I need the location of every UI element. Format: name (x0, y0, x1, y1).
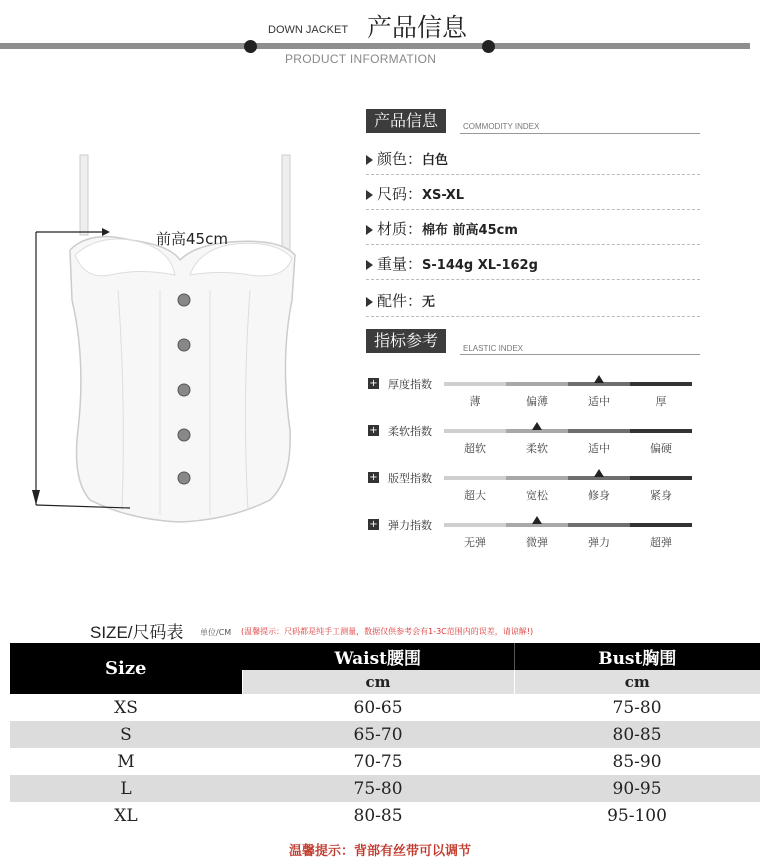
table-row (10, 748, 760, 775)
index-label: 修身 (588, 489, 610, 502)
size-cell: L (10, 775, 242, 802)
bullet-triangle-icon (366, 155, 373, 165)
index-bar (444, 382, 692, 386)
bar-segment (444, 429, 506, 433)
size-table-title: SIZE/尺码表 (90, 623, 184, 642)
bust-cell: 75-80 (514, 694, 760, 721)
index-title-en: ELASTIC INDEX (463, 344, 524, 353)
bullet-triangle-icon (366, 190, 373, 200)
index-bar (444, 476, 692, 480)
product-image (30, 150, 330, 530)
info-divider (366, 316, 700, 317)
bust-cell: 90-95 (514, 775, 760, 802)
index-label: 超弹 (650, 536, 672, 549)
bar-segment (568, 523, 630, 527)
product-info-title: 产品信息 (366, 109, 446, 133)
index-label: 薄 (469, 395, 481, 408)
info-divider (366, 209, 700, 210)
index-marker-icon (532, 516, 542, 524)
waist-cell: 70-75 (242, 748, 514, 775)
header-dot-left (244, 40, 257, 53)
header-dot-right (482, 40, 495, 53)
index-label: 超大 (464, 489, 486, 502)
waist-column-header: Waist腰围 (242, 643, 514, 670)
size-table (10, 643, 760, 829)
index-softness (368, 425, 698, 465)
index-name: 弹力指数 (388, 519, 432, 532)
index-label: 无弹 (464, 536, 486, 549)
index-label: 超软 (464, 442, 486, 455)
info-row-accessory: 配件：无 (366, 290, 435, 311)
bust-cell: 85-90 (514, 748, 760, 775)
index-label: 柔软 (526, 442, 548, 455)
bust-column-header: Bust胸围 (514, 643, 760, 670)
bar-segment (630, 429, 692, 433)
index-thickness (368, 378, 698, 418)
waist-cell: 60-65 (242, 694, 514, 721)
index-name: 厚度指数 (388, 378, 432, 391)
waist-cell: 80-85 (242, 802, 514, 829)
size-cell: M (10, 748, 242, 775)
product-info-title-en: COMMODITY INDEX (463, 122, 540, 131)
table-row (10, 802, 760, 829)
bust-cell: 80-85 (514, 721, 760, 748)
index-label: 弹力 (588, 536, 610, 549)
index-bar (444, 429, 692, 433)
bust-cell: 95-100 (514, 802, 760, 829)
index-bar (444, 523, 692, 527)
index-label: 微弹 (526, 536, 548, 549)
index-marker-icon (594, 375, 604, 383)
product-info-rule (460, 133, 700, 134)
plus-icon: + (369, 425, 378, 436)
bar-segment (630, 382, 692, 386)
size-cell: XL (10, 802, 242, 829)
bust-unit: cm (514, 670, 760, 694)
bar-segment (630, 476, 692, 480)
index-label: 适中 (588, 395, 610, 408)
front-height-label: 前高45cm (156, 230, 228, 248)
index-marker-icon (594, 469, 604, 477)
index-label: 偏薄 (526, 395, 548, 408)
info-divider (366, 244, 700, 245)
bullet-triangle-icon (366, 297, 373, 307)
size-cell: S (10, 721, 242, 748)
waist-cell: 75-80 (242, 775, 514, 802)
info-row-size: 尺码：XS-XL (366, 183, 464, 204)
info-row-weight: 重量：S-144g XL-162g (366, 253, 538, 274)
table-row (10, 775, 760, 802)
bar-segment (630, 523, 692, 527)
info-divider (366, 174, 700, 175)
table-row (10, 721, 760, 748)
index-name: 柔软指数 (388, 425, 432, 438)
index-title: 指标参考 (366, 329, 446, 353)
plus-icon: + (369, 378, 378, 389)
index-fit (368, 472, 698, 512)
footer-tip: 温馨提示：背部有丝带可以调节 (288, 844, 471, 859)
index-elasticity (368, 519, 698, 559)
waist-unit: cm (242, 670, 514, 694)
size-table-unit: 单位/CM (200, 628, 232, 637)
bullet-triangle-icon (366, 225, 373, 235)
plus-icon: + (369, 472, 378, 483)
index-label: 宽松 (526, 489, 548, 502)
header-subtitle: PRODUCT INFORMATION (285, 52, 437, 66)
bar-segment (506, 382, 568, 386)
size-column-header: Size (10, 643, 242, 694)
index-label: 适中 (588, 442, 610, 455)
size-table-note: (温馨提示：尺码都是纯手工测量，数据仅供参考会有1-3C范围内的误差，请谅解!) (241, 627, 534, 636)
bar-segment (444, 523, 506, 527)
bar-segment (568, 429, 630, 433)
info-divider (366, 279, 700, 280)
header-en-label: DOWN JACKET (268, 24, 349, 36)
bar-segment (506, 476, 568, 480)
index-label: 紧身 (650, 489, 672, 502)
index-marker-icon (532, 422, 542, 430)
table-row (10, 694, 760, 721)
header-title: 产品信息 (367, 13, 468, 42)
bullet-triangle-icon (366, 260, 373, 270)
info-row-material: 材质：棉布 前高45cm (366, 218, 518, 239)
plus-icon: + (369, 519, 378, 530)
index-label: 厚 (655, 395, 667, 408)
bar-segment (444, 382, 506, 386)
index-rule (460, 354, 700, 355)
waist-cell: 65-70 (242, 721, 514, 748)
info-row-color: 颜色：白色 (366, 148, 448, 169)
size-cell: XS (10, 694, 242, 721)
index-name: 版型指数 (388, 472, 432, 485)
bar-segment (444, 476, 506, 480)
index-label: 偏硬 (650, 442, 672, 455)
